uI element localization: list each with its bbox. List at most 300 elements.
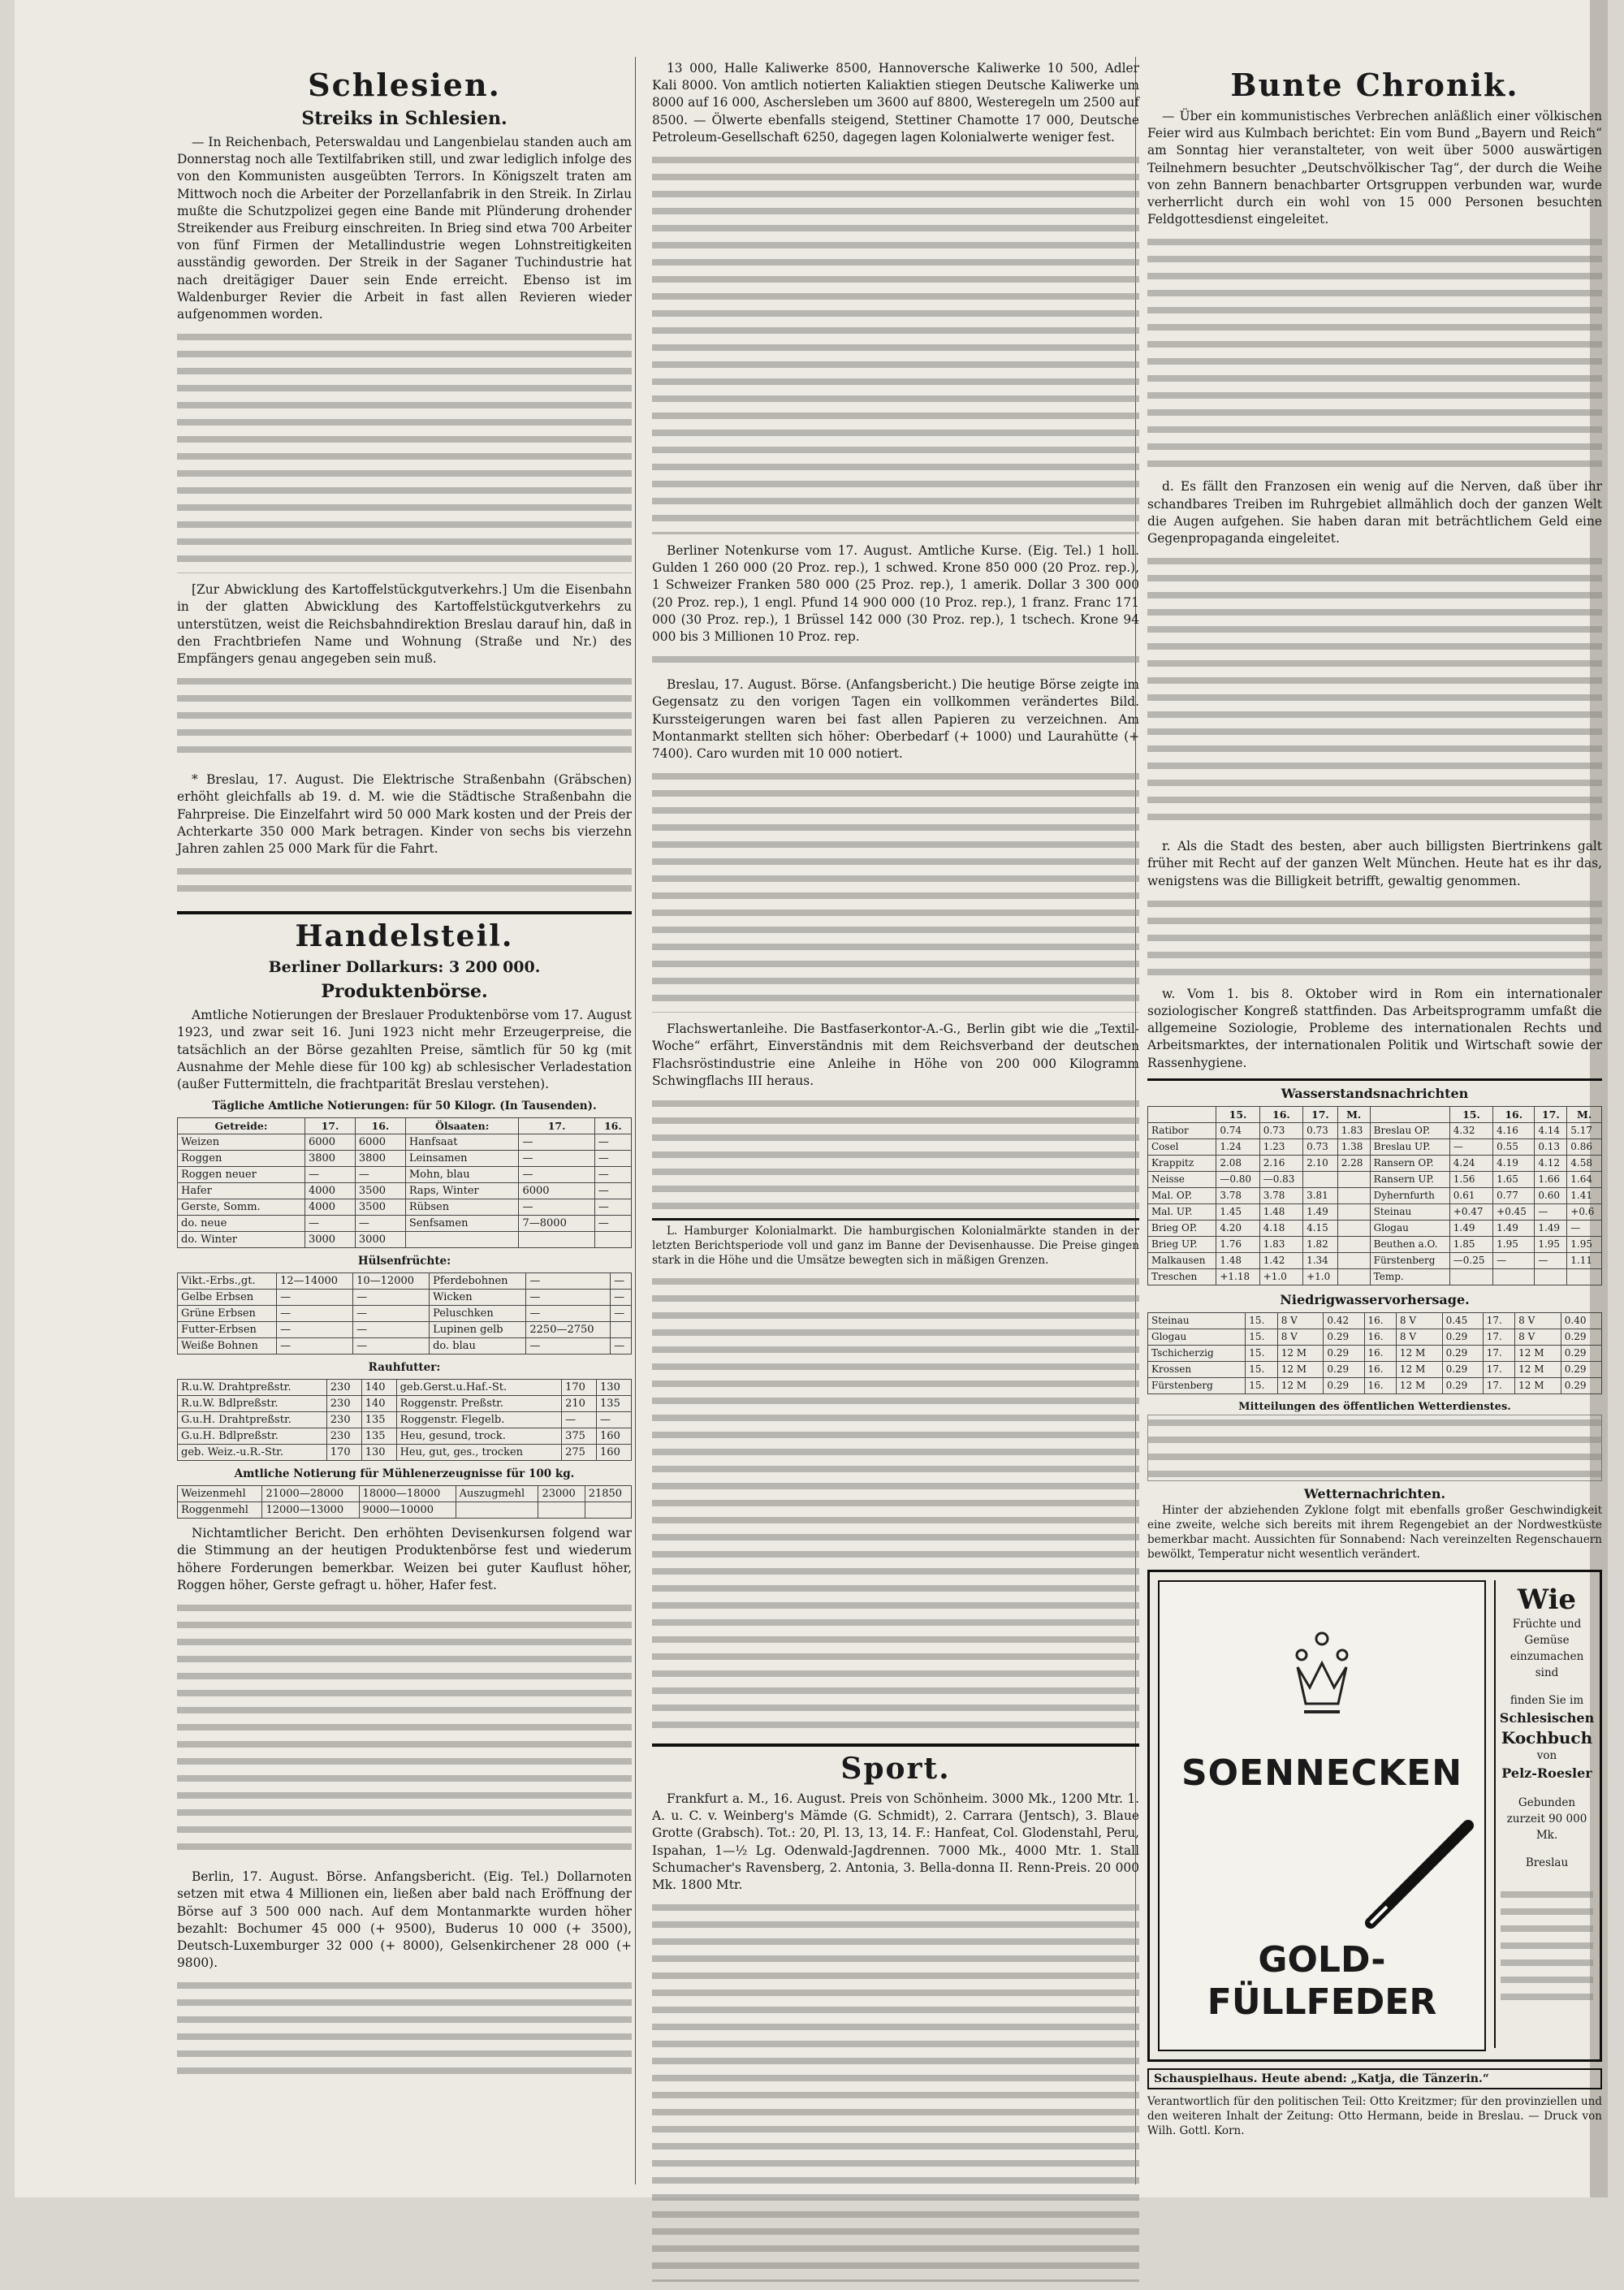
- table-cell: +0.47: [1449, 1203, 1492, 1220]
- table-header: 15.: [1449, 1106, 1492, 1122]
- table-cell: 230: [326, 1380, 361, 1396]
- table-cell: 4.15: [1303, 1220, 1338, 1236]
- ad-line: zurzeit 90 000 Mk.: [1506, 1812, 1587, 1842]
- text-block: [177, 1978, 632, 2076]
- table-cell: Glogau: [1370, 1220, 1449, 1236]
- text-block: [1147, 554, 1602, 830]
- table-cell: 170: [562, 1380, 597, 1396]
- table-cell: [1337, 1236, 1370, 1252]
- table-cell: 230: [326, 1428, 361, 1445]
- table-cell: 21000—28000: [262, 1486, 359, 1502]
- table-cell: 3000: [355, 1232, 405, 1248]
- article-paragraph: Hinter der abziehenden Zyklone folgt mit ebenfalls großer Geschwindigkeit eine zweite, welche sich bereits mit ihrem Regengebiet an der Nordwestküste bemerkbar macht. Aussichten für Sonnabend: Nach vereinzelten Regenschauern bewölkt, Temperatur nicht wesentlich verändert.: [1147, 1503, 1602, 1561]
- table-cell: [456, 1502, 538, 1519]
- column-bunte-chronik: [1147, 57, 1602, 2138]
- table-cell: 4000: [304, 1199, 355, 1216]
- table-cell: [1337, 1203, 1370, 1220]
- table-cell: 16.: [1364, 1361, 1396, 1377]
- table-cell: Neisse: [1148, 1171, 1216, 1187]
- ad-line: Früchte und: [1512, 1617, 1582, 1631]
- table-cell: —: [594, 1134, 631, 1151]
- table-header-row: [178, 1118, 632, 1134]
- table-cell: 1.85: [1449, 1236, 1492, 1252]
- table-cell: 4.12: [1535, 1155, 1567, 1171]
- table-row: [1148, 1155, 1602, 1171]
- table-cell: 0.55: [1493, 1139, 1535, 1155]
- table-cell: 8 V: [1277, 1312, 1324, 1329]
- table-cell: 1.38: [1337, 1139, 1370, 1155]
- table-cell: 135: [361, 1428, 396, 1445]
- table-cell: 8 V: [1396, 1329, 1442, 1345]
- table-row: [1148, 1252, 1602, 1268]
- kochbuch-ad: [1494, 1580, 1598, 2048]
- table-cell: 3.78: [1259, 1187, 1302, 1203]
- table-cell: —: [594, 1183, 631, 1199]
- table-header: Ölsaaten:: [405, 1118, 519, 1134]
- table-cell: —: [594, 1216, 631, 1232]
- table-row: [1148, 1187, 1602, 1203]
- table-cell: Breslau UP.: [1370, 1139, 1449, 1155]
- table-cell: [1337, 1220, 1370, 1236]
- table-cell: [585, 1502, 631, 1519]
- table-cell: —: [353, 1322, 430, 1338]
- table-header: Getreide:: [178, 1118, 305, 1134]
- theater-notice: Schauspielhaus. Heute abend: „Katja, die Tänzerin.“: [1147, 2068, 1602, 2089]
- table-cell: 16.: [1364, 1329, 1396, 1345]
- table-row: [1148, 1268, 1602, 1285]
- table-cell: Steinau: [1370, 1203, 1449, 1220]
- table-cell: —0.25: [1449, 1252, 1492, 1268]
- ad-product-name: GOLD- FÜLLFEDER: [1207, 1938, 1437, 2023]
- table-cell: 275: [562, 1445, 597, 1461]
- table-row: [1148, 1377, 1602, 1393]
- table-cell: Heu, gut, ges., trocken: [396, 1445, 562, 1461]
- table-row: [178, 1486, 632, 1502]
- table-cell: 2.28: [1337, 1155, 1370, 1171]
- table-cell: +0.6: [1567, 1203, 1602, 1220]
- table-cell: 0.86: [1567, 1139, 1602, 1155]
- table-cell: 1.64: [1567, 1171, 1602, 1187]
- table-row: [178, 1199, 632, 1216]
- table-body: [178, 1380, 632, 1461]
- table-cell: +0.45: [1493, 1203, 1535, 1220]
- table-cell: do. Winter: [178, 1232, 305, 1248]
- table-cell: 0.29: [1324, 1377, 1364, 1393]
- table-cell: do. blau: [430, 1338, 526, 1355]
- table-header: 16.: [1259, 1106, 1302, 1122]
- table-cell: 130: [597, 1380, 632, 1396]
- table-cell: 0.29: [1442, 1361, 1483, 1377]
- table-cell: 8 V: [1515, 1329, 1561, 1345]
- table-cell: Krossen: [1148, 1361, 1246, 1377]
- table-cell: 1.83: [1337, 1122, 1370, 1139]
- table-cell: 6000: [304, 1134, 355, 1151]
- table-cell: 1.34: [1303, 1252, 1338, 1268]
- table-row: [178, 1428, 632, 1445]
- table-cell: 4.14: [1535, 1122, 1567, 1139]
- table-cell: Glogau: [1148, 1329, 1246, 1345]
- ad-line: einzumachen: [1510, 1649, 1584, 1663]
- table-cell: 0.73: [1303, 1122, 1338, 1139]
- table-cell: 170: [326, 1445, 361, 1461]
- table-cell: —: [594, 1199, 631, 1216]
- article-paragraph: Amtliche Notierungen der Breslauer Produktenbörse vom 17. August 1923, und zwar seit 16. Juni 1923 nicht mehr Erzeugerpreise, die tatsächlich an der Börse gezahlten Preise, sämtlich für 50 kg (mit Ausnahme der Mehle diese für 100 kg) ab schlesischer Verladestation (außer Futtermitteln, die frachtparität Breslau verstehen).: [177, 1008, 632, 1092]
- table-cell: Ratibor: [1148, 1122, 1216, 1139]
- price-table-fodder: [177, 1379, 632, 1461]
- table-cell: 4.18: [1259, 1220, 1302, 1236]
- article-paragraph: * Breslau, 17. August. Die Elektrische Straßenbahn (Gräbschen) erhöht gleichfalls ab 19. d. M. wie die Städtische Straßenbahn die Fahrpreise. Die Einzelfahrt wird 50 000 Mark kosten und der Preis der Achterkarte 350 000 Mark betragen. Kinder von sechs bis vierzehn Jahren zahlen 25 000 Mark für die Fahrt.: [177, 772, 632, 857]
- table-cell: 1.49: [1493, 1220, 1535, 1236]
- table-cell: Hafer: [178, 1183, 305, 1199]
- table-cell: 4.19: [1493, 1155, 1535, 1171]
- table-cell: —: [277, 1322, 353, 1338]
- table-cell: 2250—2750: [526, 1322, 611, 1338]
- table-row: [1148, 1139, 1602, 1155]
- table-cell: 17.: [1483, 1361, 1514, 1377]
- table-row: [178, 1338, 632, 1355]
- table-caption: Hülsenfrüchte:: [357, 1255, 451, 1268]
- table-cell: 160: [597, 1428, 632, 1445]
- table-cell: 4.58: [1567, 1155, 1602, 1171]
- table-cell: —: [526, 1338, 611, 1355]
- table-row: [178, 1502, 632, 1519]
- article-paragraph: r. Als die Stadt des besten, aber auch billigsten Biertrinkens galt früher mit Recht auf der ganzen Welt München. Heute hat es ihr das, wenigstens was die Billigkeit betrifft, gewaltig genommen.: [1147, 839, 1602, 888]
- table-row: [178, 1134, 632, 1151]
- table-cell: 12 M: [1277, 1345, 1324, 1361]
- table-cell: 0.29: [1324, 1361, 1364, 1377]
- table-header: [1370, 1106, 1449, 1122]
- section-masthead: Bunte Chronik.: [1230, 67, 1519, 103]
- table-cell: 3500: [355, 1183, 405, 1199]
- table-cell: —: [277, 1290, 353, 1306]
- table-cell: 3.78: [1216, 1187, 1259, 1203]
- table-cell: 7—8000: [519, 1216, 594, 1232]
- table-cell: —: [353, 1306, 430, 1322]
- table-cell: Dyhernfurth: [1370, 1187, 1449, 1203]
- article-paragraph: Frankfurt a. M., 16. August. Preis von Schönheim. 3000 Mk., 1200 Mtr. 1. A. u. C. v. Weinberg's Mämde (G. Schmidt), 2. Carrara (Jentsch), 3. Blaue Grotte (Grabsch). Tot.: 20, Pl. 13, 13, 14. F.: Hanfeat, Col. Glodenstahl, Peru, Ispahan, 1—½ Lg. Odenwald-Jagdrennen. 7000 Mk., 4000 Mtr. 1. Stall Schumacher's Ravensberg, 2. Antonia, 3. Bella-donna II. Renn-Preis. 20 000 Mk. 1800 Mtr.: [652, 1791, 1139, 1893]
- table-cell: Fürstenberg: [1148, 1377, 1246, 1393]
- table-caption: Rauhfutter:: [368, 1361, 441, 1375]
- table-cell: —: [1449, 1139, 1492, 1155]
- table-caption: Niedrigwasservorhersage.: [1280, 1291, 1470, 1307]
- table-cell: 0.40: [1561, 1312, 1601, 1329]
- table-cell: 21850: [585, 1486, 631, 1502]
- table-cell: 3.81: [1303, 1187, 1338, 1203]
- table-cell: [1535, 1268, 1567, 1285]
- table-cell: [1493, 1268, 1535, 1285]
- table-cell: 8 V: [1515, 1312, 1561, 1329]
- section-title: Sport.: [652, 1743, 1139, 1786]
- table-cell: 12 M: [1396, 1345, 1442, 1361]
- table-row: [178, 1412, 632, 1428]
- divider: [652, 1218, 1139, 1221]
- table-cell: —: [355, 1167, 405, 1183]
- table-cell: —: [594, 1167, 631, 1183]
- ad-line: Gemüse: [1524, 1633, 1570, 1647]
- table-cell: 17.: [1483, 1329, 1514, 1345]
- table-header: 17.: [1303, 1106, 1338, 1122]
- table-cell: R.u.W. Drahtpreßstr.: [178, 1380, 327, 1396]
- newspaper-page: [15, 0, 1608, 2197]
- table-cell: 2.16: [1259, 1155, 1302, 1171]
- ad-line: finden Sie im: [1510, 1693, 1584, 1707]
- table-cell: 12—14000: [277, 1273, 353, 1290]
- table-cell: Heu, gesund, trock.: [396, 1428, 562, 1445]
- table-cell: 0.29: [1561, 1329, 1601, 1345]
- table-cell: Futter-Erbsen: [178, 1322, 277, 1338]
- table-cell: 0.29: [1561, 1361, 1601, 1377]
- table-cell: +1.0: [1303, 1268, 1338, 1285]
- table-cell: [538, 1502, 585, 1519]
- table-cell: 0.60: [1535, 1187, 1567, 1203]
- table-cell: 6000: [355, 1134, 405, 1151]
- table-cell: Ransern OP.: [1370, 1155, 1449, 1171]
- table-cell: 1.95: [1567, 1236, 1602, 1252]
- table-cell: 12 M: [1515, 1361, 1561, 1377]
- table-cell: 1.49: [1535, 1220, 1567, 1236]
- table-cell: +1.18: [1216, 1268, 1259, 1285]
- table-cell: 2.08: [1216, 1155, 1259, 1171]
- table-header-row: [1148, 1106, 1602, 1122]
- table-cell: Mal. OP.: [1148, 1187, 1216, 1203]
- table-cell: Raps, Winter: [405, 1183, 519, 1199]
- table-cell: Wicken: [430, 1290, 526, 1306]
- ad-line: Pelz-Roesler: [1501, 1765, 1592, 1781]
- table-cell: —: [519, 1199, 594, 1216]
- article-paragraph: d. Es fällt den Franzosen ein wenig auf die Nerven, daß über ihr schandbares Treiben im Ruhrgebiet allmählich doch der ganzen Welt die Augen aufgehen. Sie haben daran mit beträchtlichem Geld eine Gegenpropaganda eingeleitet.: [1147, 479, 1602, 547]
- table-cell: 15.: [1246, 1329, 1277, 1345]
- table-cell: Roggenstr. Flegelb.: [396, 1412, 562, 1428]
- table-cell: Lupinen gelb: [430, 1322, 526, 1338]
- table-cell: Malkausen: [1148, 1252, 1216, 1268]
- table-caption: Tägliche Amtliche Notierungen: für 50 Kilogr. (In Tausenden).: [212, 1100, 597, 1113]
- article-paragraph: Nichtamtlicher Bericht. Den erhöhten Devisenkursen folgend war die Stimmung an der heutigen Produktenbörse fest und wiederum höhere Forderungen bemerkbar. Weizen bei guter Kauflust höher, Roggen höher, Gerste gefragt u. höher, Hafer fest.: [177, 1526, 632, 1592]
- table-cell: Brieg OP.: [1148, 1220, 1216, 1236]
- text-block: [1147, 235, 1602, 470]
- table-header: 16.: [1493, 1106, 1535, 1122]
- table-cell: 1.66: [1535, 1171, 1567, 1187]
- table-row: [1148, 1329, 1602, 1345]
- table-cell: 0.13: [1535, 1139, 1567, 1155]
- table-row: [178, 1151, 632, 1167]
- section-masthead: Schlesien.: [308, 67, 501, 103]
- table-row: [1148, 1236, 1602, 1252]
- table-cell: 0.29: [1442, 1329, 1483, 1345]
- table-cell: 1.42: [1259, 1252, 1302, 1268]
- water-level-table: [1147, 1106, 1602, 1285]
- table-cell: 4.16: [1493, 1122, 1535, 1139]
- table-cell: —: [1493, 1252, 1535, 1268]
- table-cell: 15.: [1246, 1361, 1277, 1377]
- table-caption: Mitteilungen des öffentlichen Wetterdienstes.: [1238, 1400, 1511, 1413]
- table-cell: Krappitz: [1148, 1155, 1216, 1171]
- ad-line: Kochbuch: [1501, 1727, 1593, 1748]
- table-cell: G.u.H. Drahtpreßstr.: [178, 1412, 327, 1428]
- article-paragraph: Breslau, 17. August. Börse. (Anfangsbericht.) Die heutige Börse zeigte im Gegensatz zu den vorigen Tagen ein vollkommen verändertes Bild. Kurssteigerungen waren bei fast allen Papieren zu verzeichnen. Am Montanmarkt stellten sich höher: Oberbedarf (+ 1000) und Laurahütte (+ 7400). Caro wurden mit 10 000 notiert.: [652, 677, 1139, 762]
- table-cell: 3500: [355, 1199, 405, 1216]
- table-cell: 160: [597, 1445, 632, 1461]
- table-row: [178, 1380, 632, 1396]
- table-cell: —: [353, 1338, 430, 1355]
- table-cell: +1.0: [1259, 1268, 1302, 1285]
- dollar-rate: Berliner Dollarkurs: 3 200 000.: [268, 958, 541, 977]
- table-cell: 4000: [304, 1183, 355, 1199]
- ad-line: von: [1536, 1748, 1557, 1762]
- table-header: 16.: [355, 1118, 405, 1134]
- table-row: [178, 1273, 632, 1290]
- imprint: Verantwortlich für den politischen Teil: Otto Kreitzmer; für den provinziellen und den weiteren Inhalt der Zeitung: Otto Hermann, beide in Breslau. — Druck von Wilh. Gottl. Korn.: [1147, 2094, 1602, 2137]
- ad-line: Wie: [1517, 1583, 1577, 1616]
- table-cell: 17.: [1483, 1345, 1514, 1361]
- table-cell: Brieg UP.: [1148, 1236, 1216, 1252]
- table-header: M.: [1567, 1106, 1602, 1122]
- table-header: [1148, 1106, 1216, 1122]
- table-cell: 140: [361, 1380, 396, 1396]
- table-cell: 0.29: [1561, 1345, 1601, 1361]
- table-cell: 6000: [519, 1183, 594, 1199]
- section-title: Handelsteil.: [177, 911, 632, 953]
- table-cell: —: [526, 1306, 611, 1322]
- table-cell: 1.48: [1259, 1203, 1302, 1220]
- table-cell: [1337, 1171, 1370, 1187]
- table-cell: 0.74: [1216, 1122, 1259, 1139]
- table-cell: —: [277, 1338, 353, 1355]
- table-cell: 8 V: [1277, 1329, 1324, 1345]
- text-block: [652, 153, 1139, 534]
- text-block: [177, 864, 632, 897]
- table-cell: 1.65: [1493, 1171, 1535, 1187]
- table-cell: Temp.: [1370, 1268, 1449, 1285]
- table-cell: [1337, 1252, 1370, 1268]
- table-cell: 1.95: [1493, 1236, 1535, 1252]
- table-cell: 0.73: [1303, 1139, 1338, 1155]
- table-cell: —: [1567, 1220, 1602, 1236]
- table-cell: —: [562, 1412, 597, 1428]
- table-row: [1148, 1361, 1602, 1377]
- article-paragraph: [Zur Abwicklung des Kartoffelstückgutverkehrs.] Um die Eisenbahn in der glatten Abwicklung des Kartoffelstückgutverkehrs zu unterstützen, weist die Reichsbahndirektion Breslau darauf hin, daß in den Frachtbriefen Name und Wohnung (Straße und Nr.) des Empfängers genau angegeben sein muß.: [177, 582, 632, 667]
- table-row: [178, 1306, 632, 1322]
- table-cell: 0.77: [1493, 1187, 1535, 1203]
- table-cell: 1.95: [1535, 1236, 1567, 1252]
- text-block: [652, 1096, 1139, 1210]
- table-cell: Weiße Bohnen: [178, 1338, 277, 1355]
- table-cell: 3800: [304, 1151, 355, 1167]
- table-cell: Ransern UP.: [1370, 1171, 1449, 1187]
- table-cell: —: [304, 1216, 355, 1232]
- table-cell: —: [611, 1306, 632, 1322]
- article-paragraph: w. Vom 1. bis 8. Oktober wird in Rom ein internationaler soziologischer Kongreß stattfinden. Das Arbeitsprogramm umfaßt die allgemeine Soziologie, Probleme des internationalen Rechts und Arbeitsmarktes, der internationalen Politik und Wirtschaft sowie der Rassenhygiene.: [1147, 986, 1602, 1070]
- article-paragraph: — In Reichenbach, Peterswaldau und Langenbielau standen auch am Donnerstag noch alle Textilfabriken still, und zwar lediglich infolge des von den Kommunisten ausgeübten Terrors. In Königszelt traten am Mittwoch noch die Arbeiter der Porzellanfabrik in den Streik. In Zirlau mußte die Schutzpolizei gegen eine Bande mit Plünderung drohender Streikender aus Freiburg einschreiten. In Brieg sind etwa 700 Arbeiter von fünf Firmen der Metallindustrie wegen Lohnstreitigkeiten ausständig geworden. Der Streik in der Saganer Tuchindustrie hat nach dreitägiger Dauer sein Ende erreicht. Ebenso ist im Waldenburger Revier die Arbeit in fast allen Revieren wieder aufgenommen worden.: [177, 135, 632, 322]
- table-cell: 1.23: [1259, 1139, 1302, 1155]
- table-cell: 12 M: [1396, 1377, 1442, 1393]
- table-cell: —: [277, 1306, 353, 1322]
- table-cell: 8 V: [1396, 1312, 1442, 1329]
- table-cell: 1.24: [1216, 1139, 1259, 1155]
- article-paragraph: Berliner Notenkurse vom 17. August. Amtliche Kurse. (Eig. Tel.) 1 holl. Gulden 1 260 000 (20 Proz. rep.), 1 schwed. Krone 850 000 (20 Proz. rep.), 1 Schweizer Franken 580 000 (25 Proz. rep.), 1 amerik. Dollar 3 300 000 (20 Proz. rep.), 1 engl. Pfund 14 900 000 (10 Proz. rep.), 1 franz. Franc 171 000 (30 Proz. rep.), 1 Brüssel 142 000 (30 Proz. rep.), 1 tschech. Krone 94 000 bis 3 Millionen 10 Proz. rep.: [652, 543, 1139, 645]
- table-cell: 375: [562, 1428, 597, 1445]
- table-cell: —: [526, 1273, 611, 1290]
- sub-section-title: Produktenbörse.: [321, 981, 488, 1003]
- table-cell: Leinsamen: [405, 1151, 519, 1167]
- table-cell: 12 M: [1277, 1361, 1324, 1377]
- table-cell: —: [611, 1338, 632, 1355]
- table-cell: Rübsen: [405, 1199, 519, 1216]
- table-cell: 0.61: [1449, 1187, 1492, 1203]
- table-body: [1148, 1312, 1602, 1393]
- table-cell: 0.29: [1442, 1377, 1483, 1393]
- table-cell: 1.83: [1259, 1236, 1302, 1252]
- table-cell: 12 M: [1277, 1377, 1324, 1393]
- table-cell: 4.32: [1449, 1122, 1492, 1139]
- table-cell: Roggenmehl: [178, 1502, 262, 1519]
- table-cell: [405, 1232, 519, 1248]
- table-cell: —: [597, 1412, 632, 1428]
- table-cell: 17.: [1483, 1312, 1514, 1329]
- headline: Streiks in Schlesien.: [301, 108, 508, 129]
- table-cell: 10—12000: [353, 1273, 430, 1290]
- price-table-flour: [177, 1485, 632, 1519]
- table-cell: Cosel: [1148, 1139, 1216, 1155]
- table-row: [1148, 1345, 1602, 1361]
- table-cell: 140: [361, 1396, 396, 1412]
- table-cell: [1567, 1268, 1602, 1285]
- table-cell: 0.42: [1324, 1312, 1364, 1329]
- ad-line: Gebunden: [1518, 1795, 1576, 1809]
- table-cell: 0.29: [1442, 1345, 1483, 1361]
- table-cell: Roggenstr. Preßstr.: [396, 1396, 562, 1412]
- table-cell: 2.10: [1303, 1155, 1338, 1171]
- table-cell: 1.49: [1303, 1203, 1338, 1220]
- table-caption: Wetternachrichten.: [1303, 1485, 1446, 1501]
- table-cell: Pferdebohnen: [430, 1273, 526, 1290]
- table-cell: —: [519, 1134, 594, 1151]
- article-paragraph: — Über ein kommunistisches Verbrechen anläßlich einer völkischen Feier wird aus Kulmbach berichtet: Ein vom Bund „Bayern und Reich“ am Sonntag hier veranstalteter, von weit über 5000 auswärtigen Teilnehmern besuchter „Deutschvölkischer Tag“, der durch die Weihe von zehn Bannern benachbarter Ortsgruppen verbunden war, wurde verherrlicht durch ein wohl von 15 000 Personen besuchten Feldgottesdienst eingeleitet.: [1147, 109, 1602, 227]
- table-row: [178, 1322, 632, 1338]
- table-header: 17.: [1535, 1106, 1567, 1122]
- column-boerse: [652, 60, 1139, 2290]
- column-rule: [635, 57, 636, 2184]
- table-cell: 9000—10000: [359, 1502, 456, 1519]
- table-cell: 15.: [1246, 1345, 1277, 1361]
- table-cell: do. neue: [178, 1216, 305, 1232]
- table-cell: 135: [361, 1412, 396, 1428]
- table-cell: 0.29: [1561, 1377, 1601, 1393]
- table-cell: 1.56: [1449, 1171, 1492, 1187]
- table-cell: Treschen: [1148, 1268, 1216, 1285]
- table-cell: Hanfsaat: [405, 1134, 519, 1151]
- table-row: [1148, 1122, 1602, 1139]
- soennecken-ad: [1158, 1580, 1486, 2051]
- price-table-grain: [177, 1117, 632, 1248]
- table-cell: Auszugmehl: [456, 1486, 538, 1502]
- text-block: [177, 674, 632, 763]
- table-cell: 23000: [538, 1486, 585, 1502]
- table-cell: G.u.H. Bdlpreßstr.: [178, 1428, 327, 1445]
- table-cell: Gelbe Erbsen: [178, 1290, 277, 1306]
- text-block: [652, 769, 1139, 1013]
- table-cell: —: [1535, 1203, 1567, 1220]
- table-cell: 0.29: [1324, 1329, 1364, 1345]
- table-cell: [1337, 1187, 1370, 1203]
- table-cell: 1.11: [1567, 1252, 1602, 1268]
- table-cell: 230: [326, 1412, 361, 1428]
- table-row: [1148, 1312, 1602, 1329]
- table-cell: —: [519, 1167, 594, 1183]
- table-row: [178, 1396, 632, 1412]
- table-row: [178, 1167, 632, 1183]
- table-cell: —: [304, 1167, 355, 1183]
- table-cell: Breslau OP.: [1370, 1122, 1449, 1139]
